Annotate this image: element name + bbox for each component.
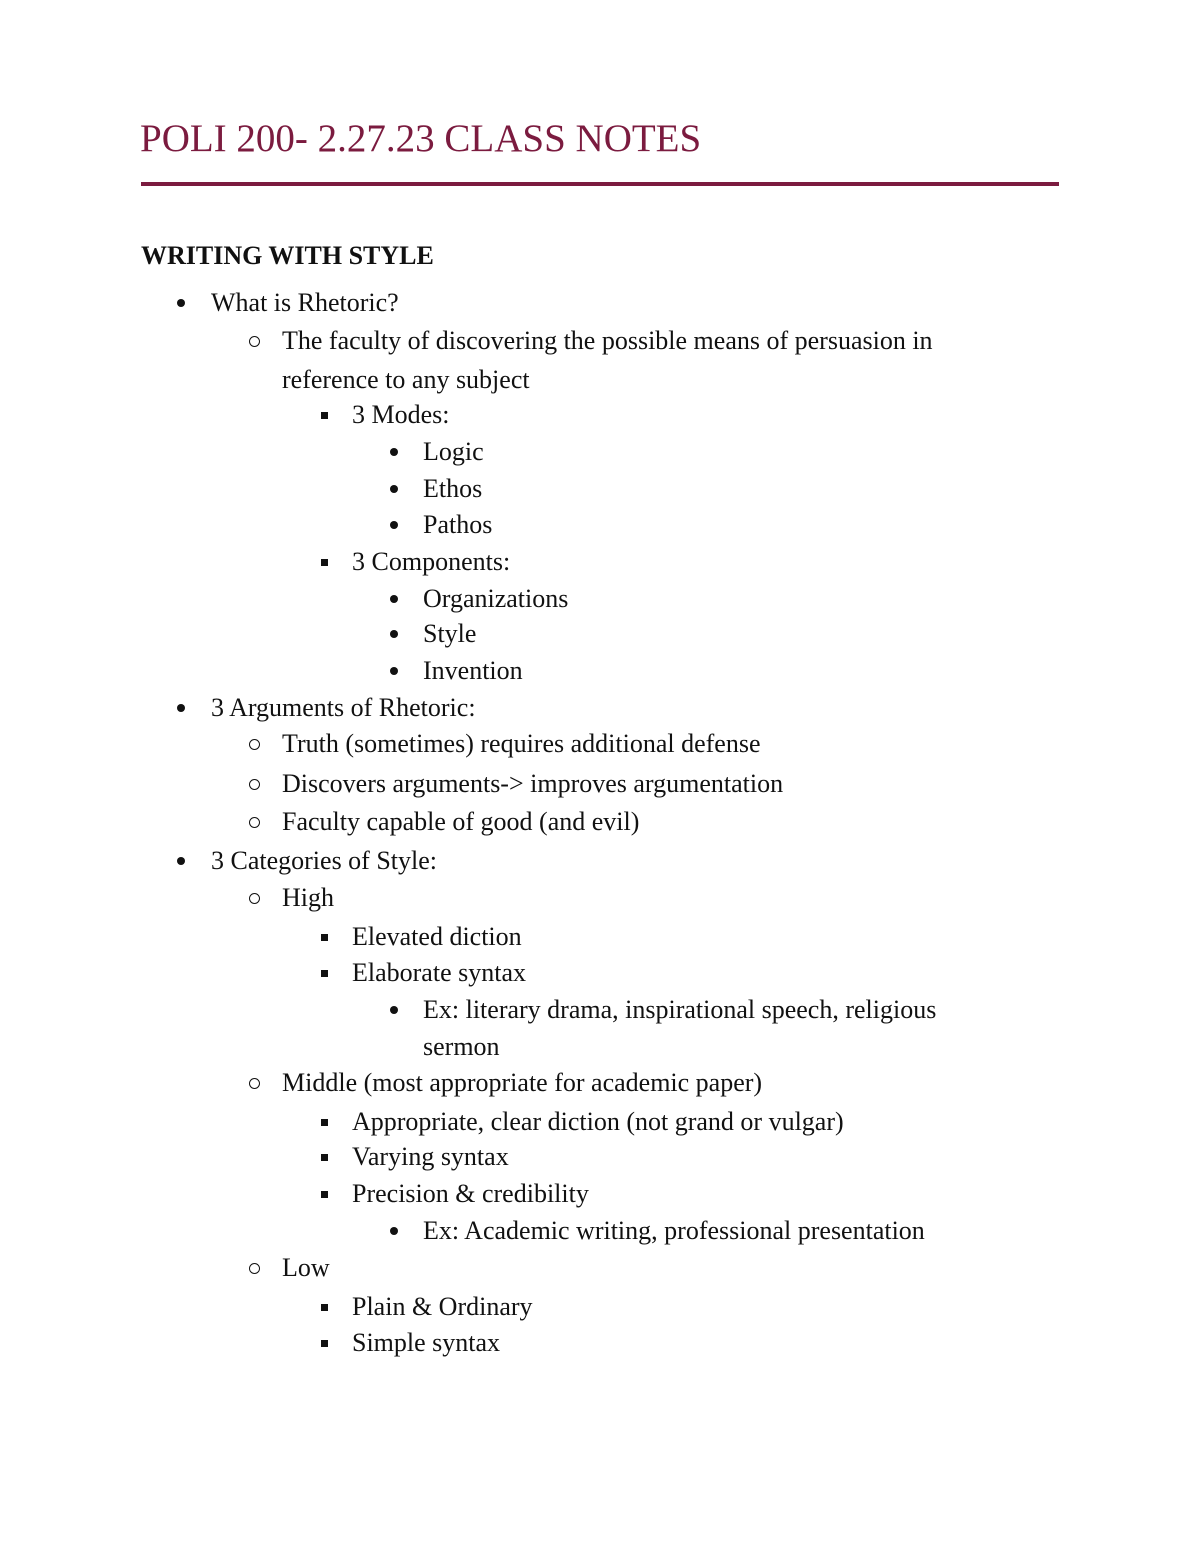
list-item-text: Plain & Ordinary xyxy=(352,1292,533,1321)
bullet-circle-icon xyxy=(249,336,260,347)
list-item xyxy=(0,507,1200,543)
list-item xyxy=(0,992,1200,1028)
list-item xyxy=(0,471,1200,507)
bullet-square-icon xyxy=(321,1119,328,1126)
list-item-text: reference to any subject xyxy=(282,365,530,394)
bullet-circle-icon xyxy=(249,817,260,828)
list-item-text: Simple syntax xyxy=(352,1328,501,1357)
bullet-dot-icon xyxy=(390,448,398,456)
list-item-text: Faculty capable of good (and evil) xyxy=(282,807,640,836)
list-item-text: Middle (most appropriate for academic paper) xyxy=(282,1068,763,1097)
list-item-text: Organizations xyxy=(423,584,569,613)
list-item xyxy=(0,653,1200,689)
list-item-text: Invention xyxy=(423,656,523,685)
bullet-circle-icon xyxy=(249,1263,260,1274)
list-item-text: Low xyxy=(282,1253,330,1282)
bullet-square-icon xyxy=(321,1304,328,1311)
list-item xyxy=(0,804,1200,840)
list-item xyxy=(0,919,1200,955)
list-item xyxy=(0,843,1200,879)
list-item-text: Varying syntax xyxy=(352,1142,509,1171)
bullet-square-icon xyxy=(321,412,328,419)
list-item xyxy=(0,544,1200,580)
document-title: POLI 200- 2.27.23 CLASS NOTES xyxy=(140,117,702,160)
list-item xyxy=(0,880,1200,916)
bullet-square-icon xyxy=(321,934,328,941)
list-item xyxy=(0,1139,1200,1175)
bullet-dot-icon xyxy=(390,667,398,675)
list-item-continuation xyxy=(0,362,1200,398)
list-item-text: What is Rhetoric? xyxy=(211,288,399,317)
list-item-text: Ex: Academic writing, professional presentation xyxy=(423,1216,925,1245)
list-item xyxy=(0,766,1200,802)
list-item xyxy=(0,1289,1200,1325)
list-item-text: Style xyxy=(423,619,477,648)
bullet-dot-icon xyxy=(177,704,185,712)
list-item xyxy=(0,1325,1200,1361)
list-item-text: Elevated diction xyxy=(352,922,522,951)
list-item-text: Ex: literary drama, inspirational speech, religious xyxy=(423,995,937,1024)
list-item-text: 3 Modes: xyxy=(352,400,450,429)
section-heading: WRITING WITH STYLE xyxy=(141,241,434,270)
list-item-text: Discovers arguments-> improves argumentation xyxy=(282,769,784,798)
bullet-circle-icon xyxy=(249,739,260,750)
list-item-text: Elaborate syntax xyxy=(352,958,526,987)
list-item xyxy=(0,1065,1200,1101)
list-item-text: Appropriate, clear diction (not grand or vulgar) xyxy=(352,1107,844,1136)
bullet-dot-icon xyxy=(390,595,398,603)
list-item xyxy=(0,581,1200,617)
list-item xyxy=(0,434,1200,470)
list-item-text: Ethos xyxy=(423,474,483,503)
list-item xyxy=(0,690,1200,726)
list-item-text: 3 Components: xyxy=(352,547,511,576)
list-item xyxy=(0,1250,1200,1286)
list-item-text: Truth (sometimes) requires additional defense xyxy=(282,729,761,758)
list-item xyxy=(0,397,1200,433)
bullet-dot-icon xyxy=(390,630,398,638)
list-item-text: High xyxy=(282,883,334,912)
list-item-text: Precision & credibility xyxy=(352,1179,589,1208)
list-item xyxy=(0,955,1200,991)
bullet-circle-icon xyxy=(249,779,260,790)
list-item-text: Logic xyxy=(423,437,484,466)
bullet-dot-icon xyxy=(390,521,398,529)
list-item-text: 3 Categories of Style: xyxy=(211,846,438,875)
bullet-square-icon xyxy=(321,970,328,977)
bullet-circle-icon xyxy=(249,893,260,904)
bullet-circle-icon xyxy=(249,1078,260,1089)
bullet-dot-icon xyxy=(177,857,185,865)
list-item xyxy=(0,323,1200,359)
list-item-text: Pathos xyxy=(423,510,493,539)
bullet-dot-icon xyxy=(390,485,398,493)
bullet-dot-icon xyxy=(177,299,185,307)
list-item xyxy=(0,1176,1200,1212)
bullet-square-icon xyxy=(321,1340,328,1347)
bullet-dot-icon xyxy=(390,1006,398,1014)
list-item-text: 3 Arguments of Rhetoric: xyxy=(211,693,476,722)
list-item-continuation xyxy=(0,1029,1200,1065)
bullet-square-icon xyxy=(321,559,328,566)
list-item-text: The faculty of discovering the possible means of persuasion in xyxy=(282,326,933,355)
list-item-text: sermon xyxy=(423,1032,500,1061)
title-underline-rule xyxy=(141,182,1059,186)
list-item xyxy=(0,285,1200,321)
bullet-dot-icon xyxy=(390,1227,398,1235)
bullet-square-icon xyxy=(321,1154,328,1161)
list-item xyxy=(0,616,1200,652)
list-item xyxy=(0,1104,1200,1140)
list-item xyxy=(0,1213,1200,1249)
bullet-square-icon xyxy=(321,1191,328,1198)
list-item xyxy=(0,726,1200,762)
